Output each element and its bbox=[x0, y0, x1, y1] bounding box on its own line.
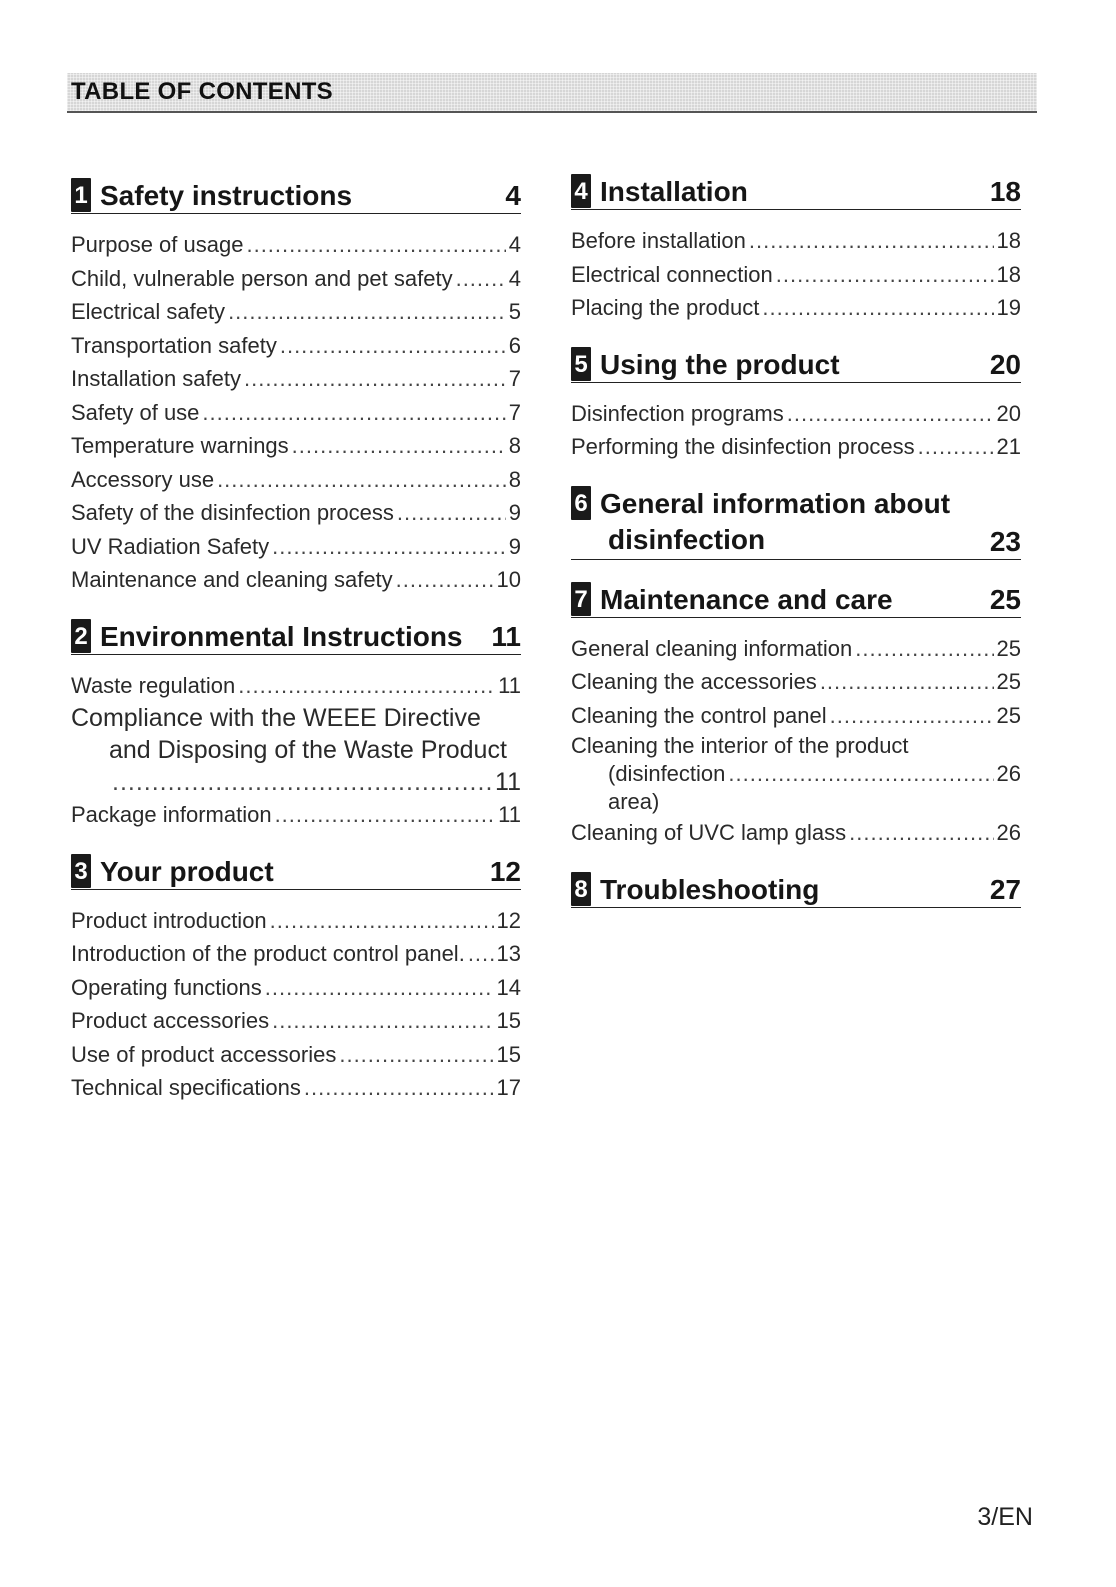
toc-entry[interactable] bbox=[571, 816, 1021, 850]
toc-entry[interactable] bbox=[571, 430, 1021, 464]
entry-page: 11 bbox=[498, 672, 521, 698]
leader-dots bbox=[112, 766, 492, 798]
leader-dots bbox=[728, 760, 993, 788]
section-title: Troubleshooting bbox=[600, 873, 820, 905]
entry-page: 25 bbox=[996, 702, 1021, 728]
entry-page: 4 bbox=[508, 265, 521, 291]
entry-label: Product introduction bbox=[71, 907, 267, 933]
entry-label: Cleaning the interior of the product bbox=[571, 733, 909, 758]
toc-entry[interactable] bbox=[71, 429, 521, 463]
entry-label: UV Radiation Safety bbox=[71, 533, 270, 559]
section-number-badge: 1 bbox=[71, 178, 91, 212]
toc-section-installation bbox=[571, 174, 1021, 325]
section-title: Safety instructions bbox=[100, 180, 353, 211]
entry-page: 11 bbox=[498, 802, 521, 827]
leader-dots bbox=[244, 362, 506, 396]
entry-label: Compliance with the WEEE Directive bbox=[71, 704, 481, 732]
entry-label: Accessory use bbox=[71, 466, 215, 492]
entry-page: 10 bbox=[496, 567, 521, 592]
toc-section-safety bbox=[71, 178, 521, 597]
toc-entry[interactable] bbox=[71, 702, 521, 798]
leader-dots bbox=[456, 262, 506, 296]
entry-label: Purpose of usage bbox=[71, 232, 244, 257]
toc-entry[interactable] bbox=[71, 1071, 521, 1105]
section-page-number: 12 bbox=[489, 855, 521, 887]
entry-label: Disinfection programs bbox=[571, 400, 784, 426]
entry-label: Package information bbox=[71, 802, 272, 827]
section-title: Maintenance and care bbox=[600, 583, 893, 615]
leader-dots bbox=[397, 496, 506, 530]
entry-page: 8 bbox=[508, 433, 521, 458]
leader-dots bbox=[396, 563, 494, 597]
entry-label: Safety of use bbox=[71, 399, 200, 425]
section-number-badge: 4 bbox=[571, 174, 591, 208]
leader-dots bbox=[762, 291, 993, 325]
toc-section-environmental bbox=[71, 619, 521, 832]
entry-page: 14 bbox=[496, 974, 521, 1000]
section-page-number: 27 bbox=[989, 873, 1021, 905]
entry-page: 7 bbox=[508, 366, 521, 391]
toc-entry[interactable] bbox=[71, 563, 521, 597]
leader-dots bbox=[339, 1038, 493, 1072]
entry-page: 9 bbox=[508, 500, 521, 525]
entry-page: 15 bbox=[496, 1008, 521, 1033]
entry-page: 26 bbox=[996, 761, 1021, 786]
section-number-badge: 6 bbox=[571, 486, 591, 520]
toc-entry[interactable] bbox=[571, 397, 1021, 431]
section-page-number: 4 bbox=[505, 180, 521, 211]
toc-entry[interactable] bbox=[571, 665, 1021, 699]
toc-entry[interactable] bbox=[571, 632, 1021, 666]
entry-page: 6 bbox=[508, 332, 521, 358]
section-heading[interactable] bbox=[571, 174, 1021, 210]
entry-page: 18 bbox=[996, 261, 1021, 287]
entry-page: 5 bbox=[508, 299, 521, 324]
toc-entry[interactable] bbox=[71, 362, 521, 396]
toc-entry[interactable] bbox=[71, 228, 521, 262]
entry-label-continued: and Disposing of the Waste Product bbox=[109, 736, 507, 764]
entry-label: Cleaning of UVC lamp glass bbox=[571, 820, 847, 845]
section-number-badge: 2 bbox=[71, 619, 91, 653]
leader-dots bbox=[272, 1004, 493, 1038]
toc-section-troubleshooting bbox=[571, 872, 1021, 908]
toc-entry[interactable] bbox=[71, 295, 521, 329]
leader-dots bbox=[228, 295, 506, 329]
toc-entry[interactable] bbox=[571, 732, 1021, 816]
entry-page: 7 bbox=[508, 399, 521, 425]
entry-label: Performing the disinfection process bbox=[571, 434, 915, 459]
entry-label: Placing the product bbox=[571, 295, 760, 320]
section-heading[interactable] bbox=[571, 582, 1021, 618]
section-number-badge: 8 bbox=[571, 872, 591, 906]
entry-page: 13 bbox=[496, 941, 521, 966]
leader-dots bbox=[280, 329, 506, 363]
leader-dots bbox=[787, 397, 994, 431]
leader-dots bbox=[270, 904, 494, 938]
entry-label: Product accessories bbox=[71, 1008, 270, 1033]
leader-dots bbox=[776, 258, 994, 292]
toc-entry[interactable] bbox=[71, 496, 521, 530]
section-heading[interactable] bbox=[571, 486, 1021, 560]
toc-section-your-product bbox=[71, 854, 521, 1105]
entry-label: Before installation bbox=[571, 228, 746, 253]
section-title: Your product bbox=[100, 855, 274, 887]
section-heading[interactable] bbox=[571, 872, 1021, 908]
section-page-number: 18 bbox=[989, 176, 1021, 207]
entry-page: 11 bbox=[495, 768, 521, 796]
leader-dots bbox=[246, 228, 505, 262]
entry-label: Electrical connection bbox=[571, 261, 773, 287]
section-title: Installation bbox=[600, 176, 748, 207]
toc-entry[interactable] bbox=[71, 396, 521, 430]
entry-page: 26 bbox=[996, 820, 1021, 845]
leader-dots bbox=[275, 798, 496, 832]
entry-label-continued: (disinfection area) bbox=[608, 761, 726, 814]
toc-entry[interactable] bbox=[571, 291, 1021, 325]
toc-entry[interactable] bbox=[571, 224, 1021, 258]
toc-column-right bbox=[571, 174, 1021, 930]
section-page-number: 11 bbox=[491, 620, 521, 652]
section-title: Using the product bbox=[600, 348, 840, 380]
section-title-line1: General information about bbox=[600, 487, 951, 519]
section-number-badge: 3 bbox=[71, 854, 91, 888]
toc-entry[interactable] bbox=[71, 329, 521, 363]
entry-label: Transportation safety bbox=[71, 332, 277, 358]
entry-label: Installation safety bbox=[71, 366, 241, 391]
toc-entry[interactable] bbox=[571, 258, 1021, 292]
leader-dots bbox=[202, 396, 505, 430]
leader-dots bbox=[830, 699, 994, 733]
section-heading[interactable] bbox=[71, 178, 521, 214]
section-heading[interactable] bbox=[571, 347, 1021, 383]
toc-column-left bbox=[71, 178, 521, 1127]
entry-page: 9 bbox=[508, 533, 521, 559]
leader-dots bbox=[468, 937, 494, 971]
toc-entry[interactable] bbox=[71, 669, 521, 703]
section-number-badge: 7 bbox=[571, 582, 591, 616]
entry-label: Waste regulation bbox=[71, 672, 236, 698]
entry-page: 8 bbox=[508, 466, 521, 492]
toc-entry[interactable] bbox=[571, 699, 1021, 733]
leader-dots bbox=[849, 816, 993, 850]
entry-label: Operating functions bbox=[71, 974, 262, 1000]
entry-page: 12 bbox=[496, 907, 521, 933]
entry-page: 19 bbox=[996, 295, 1021, 320]
entry-page: 15 bbox=[496, 1041, 521, 1067]
toc-entry[interactable] bbox=[71, 1038, 521, 1072]
entry-label: Cleaning the control panel bbox=[571, 702, 827, 728]
leader-dots bbox=[749, 224, 994, 258]
entry-label: Electrical safety bbox=[71, 299, 226, 324]
leader-dots bbox=[272, 530, 506, 564]
section-title-line2: disinfection bbox=[608, 523, 766, 555]
leader-dots bbox=[304, 1071, 494, 1105]
toc-section-using-product bbox=[571, 347, 1021, 464]
section-heading[interactable] bbox=[71, 619, 521, 655]
leader-dots bbox=[918, 430, 994, 464]
entry-label: Maintenance and cleaning safety bbox=[71, 567, 393, 592]
toc-header-bar bbox=[67, 73, 1037, 113]
toc-entry[interactable] bbox=[71, 937, 521, 971]
toc-entry[interactable] bbox=[71, 1004, 521, 1038]
toc-entry[interactable] bbox=[71, 262, 521, 296]
section-page-number: 25 bbox=[989, 583, 1021, 615]
entry-label: Technical specifications bbox=[71, 1075, 301, 1100]
entry-label: Use of product accessories bbox=[71, 1041, 337, 1067]
entry-page: 20 bbox=[996, 400, 1021, 426]
leader-dots bbox=[238, 669, 495, 703]
section-page-number: 20 bbox=[989, 348, 1021, 380]
page-number: 3/EN bbox=[977, 1503, 1033, 1531]
entry-label: Safety of the disinfection process bbox=[71, 500, 394, 525]
section-heading[interactable] bbox=[71, 854, 521, 890]
entry-page: 4 bbox=[508, 232, 521, 257]
toc-entry[interactable] bbox=[71, 798, 521, 832]
toc-section-general-info bbox=[571, 486, 1021, 560]
leader-dots bbox=[820, 665, 994, 699]
entry-label: Temperature warnings bbox=[71, 433, 289, 458]
entry-page: 25 bbox=[996, 669, 1021, 694]
entry-page: 18 bbox=[996, 228, 1021, 253]
toc-entry[interactable] bbox=[71, 904, 521, 938]
toc-entry[interactable] bbox=[71, 530, 521, 564]
entry-label: Child, vulnerable person and pet safety bbox=[71, 265, 453, 291]
leader-dots bbox=[855, 632, 993, 666]
entry-label: Introduction of the product control panel. bbox=[71, 941, 465, 966]
entry-page: 17 bbox=[496, 1075, 521, 1100]
leader-dots bbox=[265, 971, 494, 1005]
entry-page: 25 bbox=[996, 635, 1021, 661]
leader-dots bbox=[292, 429, 506, 463]
section-number-badge: 5 bbox=[571, 347, 591, 381]
leader-dots bbox=[217, 463, 506, 497]
toc-entry[interactable] bbox=[71, 971, 521, 1005]
toc-entry[interactable] bbox=[71, 463, 521, 497]
page-title: TABLE OF CONTENTS bbox=[71, 78, 333, 105]
section-page-number: 23 bbox=[989, 525, 1021, 557]
section-title bbox=[600, 486, 990, 558]
entry-label: Cleaning the accessories bbox=[571, 669, 817, 694]
section-title: Environmental Instructions bbox=[100, 620, 463, 652]
entry-label: General cleaning information bbox=[571, 635, 853, 661]
toc-section-maintenance bbox=[571, 582, 1021, 850]
entry-page: 21 bbox=[996, 434, 1021, 459]
